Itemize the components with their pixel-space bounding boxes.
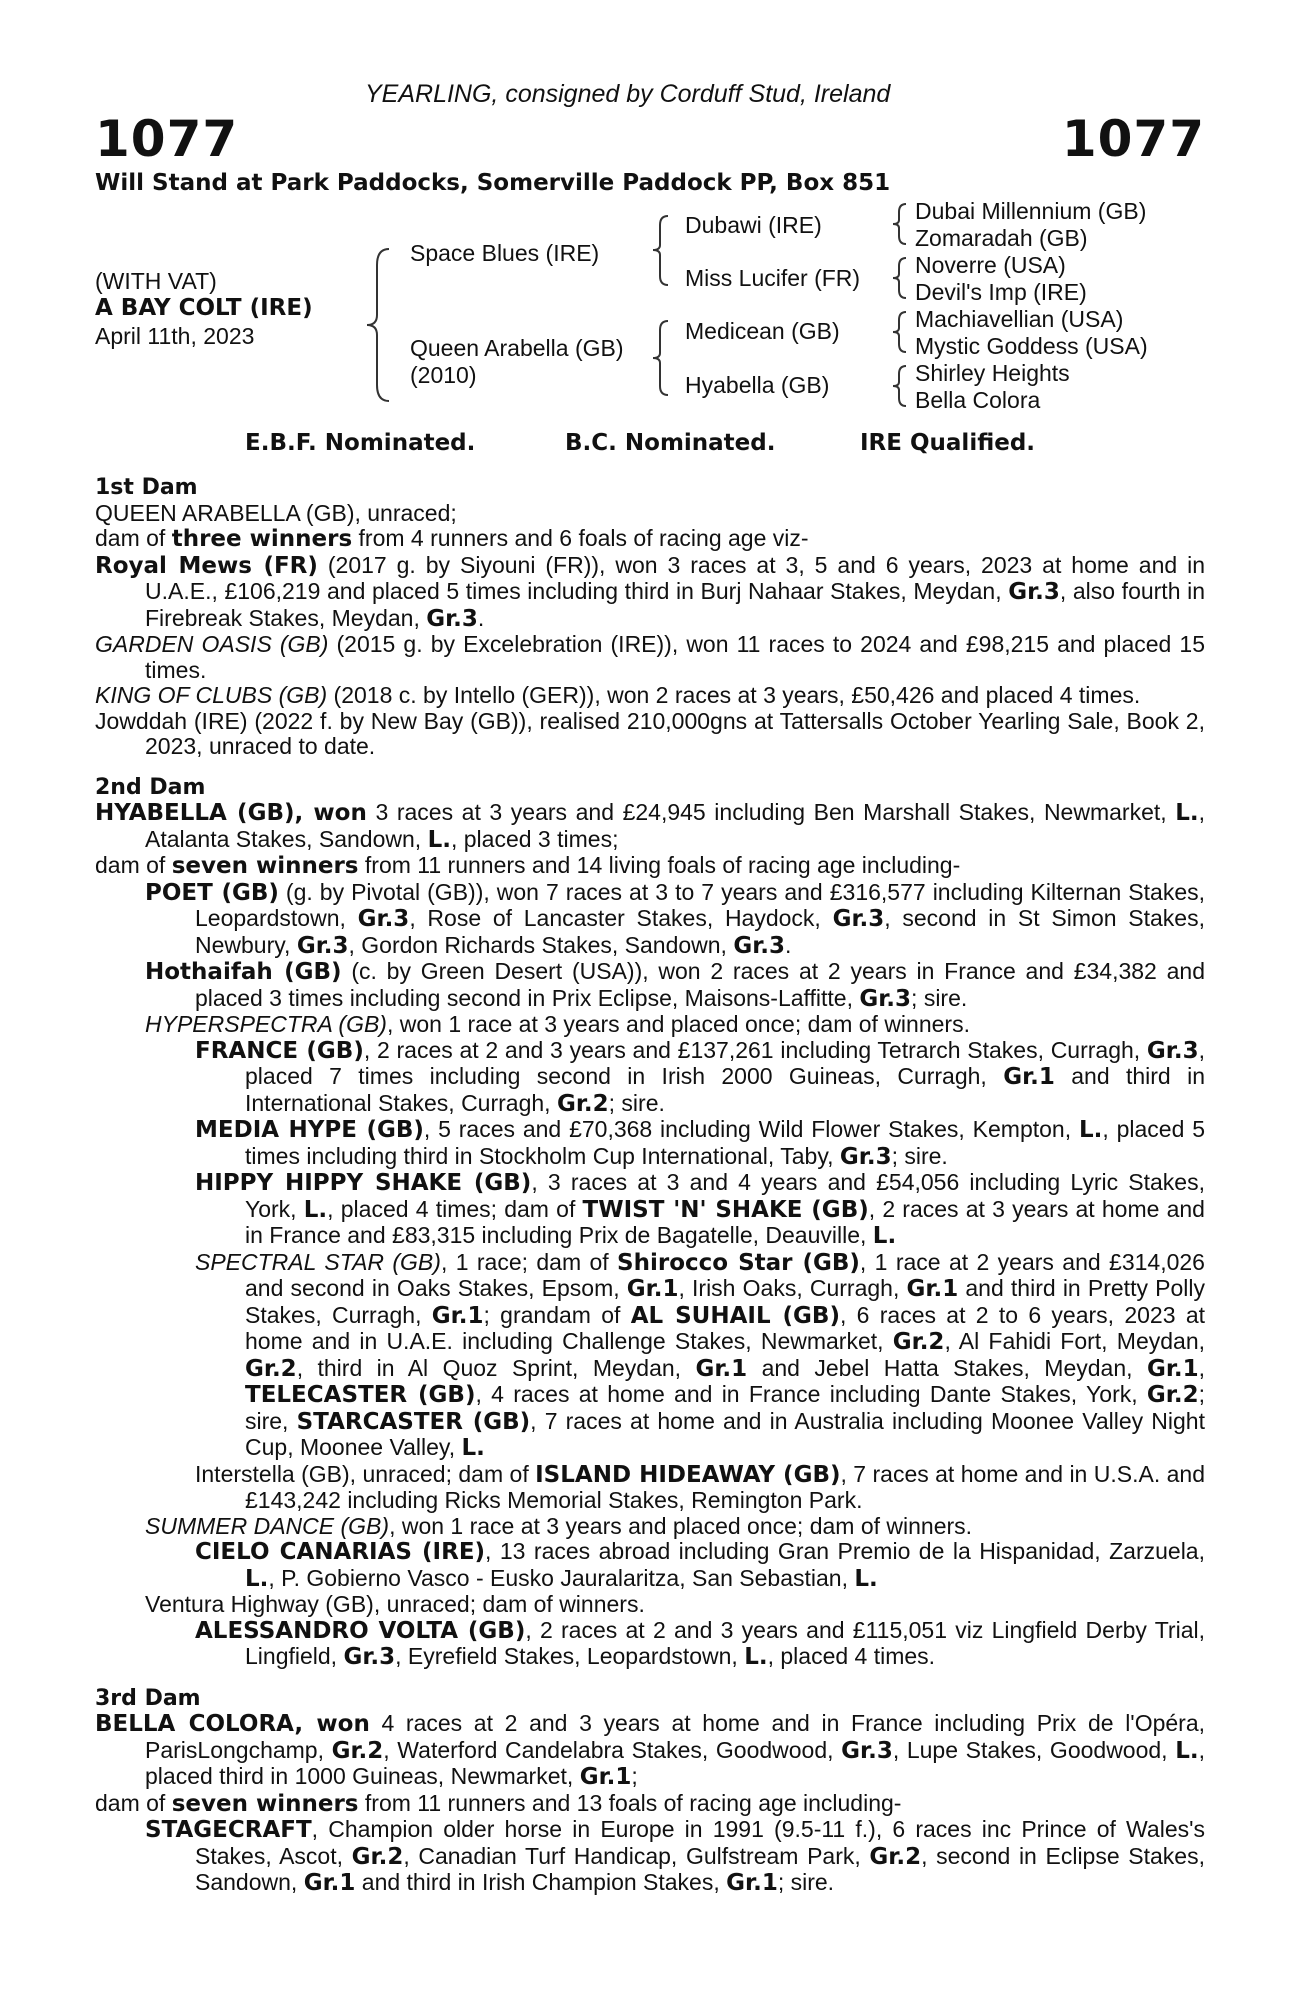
progeny-cielo-canarias: CIELO CANARIAS (IRE), 13 races abroad including Gran Premio de la Hispanidad, Zarzuela, L., P. Gobierno Vasco - Eusko Jauralaritza, San Sebastian, L. bbox=[195, 1538, 1205, 1592]
progeny-spectral-star: SPECTRAL STAR (GB), 1 race; dam of Shirocco Star (GB), 1 race at 2 years and £314,026 and second in Oaks Stakes, Epsom, Gr.1, Irish Oaks, Curragh, Gr.1 and third in Pretty Polly Stakes, Curragh, Gr.1; grandam of AL SUHAIL (GB), 6 races at 2 to 6 years, 2023 at home and in U.A.E. including Challenge Stakes, Newmarket, Gr.2, Al Fahidi Fort, Meydan, Gr.2, third in Al Quoz Sprint, Meydan, Gr.1 and Jebel Hatta Stakes, Meydan, Gr.1, TELECASTER (GB), 4 races at home and in France including Dante Stakes, York, Gr.2; sire, STARCASTER (GB), 7 races at home and in Australia including Moonee Valley Night Cup, Moonee Valley, L. bbox=[195, 1248, 1206, 1461]
first-dam-produce: dam of three winners from 4 runners and 6 foals of racing age viz- bbox=[95, 525, 809, 552]
progeny-king-of-clubs: KING OF CLUBS (GB) (2018 c. by Intello (GER)), won 2 races at 3 years, £50,426 and placed 4 times. bbox=[95, 682, 1141, 708]
vat-note: (WITH VAT) bbox=[95, 268, 217, 294]
ggp-3: Noverre (USA) bbox=[915, 252, 1066, 278]
progeny-media-hype: MEDIA HYPE (GB), 5 races and £70,368 including Wild Flower Stakes, Kempton, L., placed 5 times including third in Stockholm Cup International, Taby, Gr.3; sire. bbox=[195, 1116, 1206, 1170]
progeny-summer-dance: SUMMER DANCE (GB), won 1 race at 3 years and placed once; dam of winners. bbox=[145, 1512, 973, 1539]
ggp-6: Mystic Goddess (USA) bbox=[915, 333, 1148, 359]
progeny-stagecraft: STAGECRAFT, Champion older horse in Europe in 1991 (9.5-11 f.), 6 races inc Prince of Wales's Stakes, Ascot, Gr.2, Canadian Turf Handicap, Gulfstream Park, Gr.2, second in Eclipse Stakes, Sandown, Gr.1 and third in Irish Champion Stakes, Gr.1; sire. bbox=[145, 1816, 1205, 1896]
progeny-france: FRANCE (GB), 2 races at 2 and 3 years and £137,261 including Tetrarch Stakes, Curragh, Gr.3, placed 7 times including second in Irish 2000 Guineas, Curragh, Gr.1 and third in International Stakes, Curragh, Gr.2; sire. bbox=[195, 1036, 1205, 1117]
progeny-hothaifah: Hothaifah (GB) (c. by Green Desert (USA)), won 2 races at 2 years in France and £34,382 and placed 3 times including second in Prix Eclipse, Maisons-Laffitte, Gr.3; sire. bbox=[145, 958, 1205, 1012]
progeny-hyperspectra: HYPERSPECTRA (GB), won 1 race at 3 years and placed once; dam of winners. bbox=[145, 1011, 970, 1037]
ggp-8: Bella Colora bbox=[915, 387, 1041, 413]
dam-dam: Hyabella (GB) bbox=[685, 372, 830, 398]
sire-brace bbox=[650, 213, 672, 288]
ire-qualified: IRE Qualified. bbox=[860, 430, 1036, 456]
grandparent-braces bbox=[890, 200, 910, 430]
second-dam-hyabella: HYABELLA (GB), won 3 races at 3 years and £24,945 including Ben Marshall Stakes, Newmarket, L., Atalanta Stakes, Sandown, L., placed 3 times; bbox=[95, 799, 1206, 853]
second-dam-produce: dam of seven winners from 11 runners and 14 living foals of racing age including- bbox=[95, 852, 961, 879]
dam-year: (2010) bbox=[410, 362, 477, 388]
ggp-2: Zomaradah (GB) bbox=[915, 225, 1088, 251]
third-dam-produce: dam of seven winners from 11 runners and 13 foals of racing age including- bbox=[95, 1789, 902, 1817]
progeny-ventura-highway: Ventura Highway (GB), unraced; dam of winners. bbox=[145, 1591, 645, 1617]
dam-sire: Medicean (GB) bbox=[685, 318, 840, 344]
progeny-garden-oasis: GARDEN OASIS (GB) (2015 g. by Excelebration (IRE)), won 11 races to 2024 and £98,215 and placed 15 times. bbox=[95, 631, 1205, 683]
stand-location: Will Stand at Park Paddocks, Somerville Paddock PP, Box 851 bbox=[95, 170, 891, 196]
progeny-alessandro-volta: ALESSANDRO VOLTA (GB), 2 races at 2 and 3 years and £115,051 viz Lingfield Derby Trial, Lingfield, Gr.3, Eyrefield Stakes, Leopardstown, L., placed 4 times. bbox=[195, 1616, 1205, 1670]
progeny-interstella: Interstella (GB), unraced; dam of ISLAND HIDEAWAY (GB), 7 races at home and in U.S.A. and £143,242 including Ricks Memorial Stakes, Remington Park. bbox=[195, 1460, 1205, 1513]
sire-name: Space Blues (IRE) bbox=[410, 240, 600, 266]
ebf-nomination: E.B.F. Nominated. bbox=[245, 430, 476, 456]
foaling-date: April 11th, 2023 bbox=[95, 323, 255, 349]
dam-name: Queen Arabella (GB) bbox=[410, 335, 624, 361]
progeny-poet: POET (GB) (g. by Pivotal (GB)), won 7 races at 3 to 7 years and £316,577 including Kilternan Stakes, Leopardstown, Gr.3, Rose of Lancaster Stakes, Haydock, Gr.3, second in St Simon Stakes, Newbury, Gr.3, Gordon Richards Stakes, Sandown, Gr.3. bbox=[145, 878, 1206, 959]
third-dam-bella-colora: BELLA COLORA, won 4 races at 2 and 3 years at home and in France including Prix de l'Opéra, ParisLongchamp, Gr.2, Waterford Candelabra Stakes, Goodwood, Gr.3, Lupe Stakes, Goodwood, L., placed third in 1000 Guineas, Newmarket, Gr.1; bbox=[95, 1710, 1206, 1790]
dam-brace bbox=[650, 318, 672, 398]
catalogue-text bbox=[95, 475, 1205, 1897]
progeny-royal-mews: Royal Mews (FR) (2017 g. by Siyouni (FR)), won 3 races at 3, 5 and 6 years, 2023 at home and in U.A.E., £106,219 and placed 5 times including third in Burj Nahaar Stakes, Meydan, Gr.3, also fourth in Firebreak Stakes, Meydan, Gr.3. bbox=[95, 551, 1206, 632]
lot-number-left: 1077 bbox=[95, 110, 239, 168]
section-first-dam: 1st Dam bbox=[95, 475, 198, 500]
section-second-dam: 2nd Dam bbox=[95, 774, 206, 800]
bc-nomination: B.C. Nominated. bbox=[565, 430, 776, 456]
sire-dam-brace bbox=[363, 245, 393, 405]
progeny-hippy-hippy-shake: HIPPY HIPPY SHAKE (GB), 3 races at 3 and 4 years and £54,056 including Lyric Stakes, York, L., placed 4 times; dam of TWIST 'N' SHAKE (GB), 2 races at 3 years at home and in France and £83,315 including Prix de Bagatelle, Deauville, L. bbox=[195, 1169, 1205, 1249]
ggp-5: Machiavellian (USA) bbox=[915, 306, 1124, 332]
ggp-1: Dubai Millennium (GB) bbox=[915, 198, 1147, 224]
sire-dam: Miss Lucifer (FR) bbox=[685, 265, 861, 291]
lot-number-right: 1077 bbox=[1061, 110, 1205, 168]
first-dam-line: QUEEN ARABELLA (GB), unraced; bbox=[95, 499, 457, 526]
progeny-jowddah: Jowddah (IRE) (2022 f. by New Bay (GB)), realised 210,000gns at Tattersalls October Yearling Sale, Book 2, 2023, unraced to date. bbox=[95, 707, 1205, 759]
horse-name: A BAY COLT (IRE) bbox=[95, 295, 313, 321]
consignor-line: YEARLING, consigned by Corduff Stud, Ireland bbox=[365, 80, 891, 108]
sire-sire: Dubawi (IRE) bbox=[685, 212, 822, 238]
section-third-dam: 3rd Dam bbox=[95, 1685, 201, 1711]
ggp-7: Shirley Heights bbox=[915, 360, 1070, 386]
ggp-4: Devil's Imp (IRE) bbox=[915, 279, 1087, 305]
